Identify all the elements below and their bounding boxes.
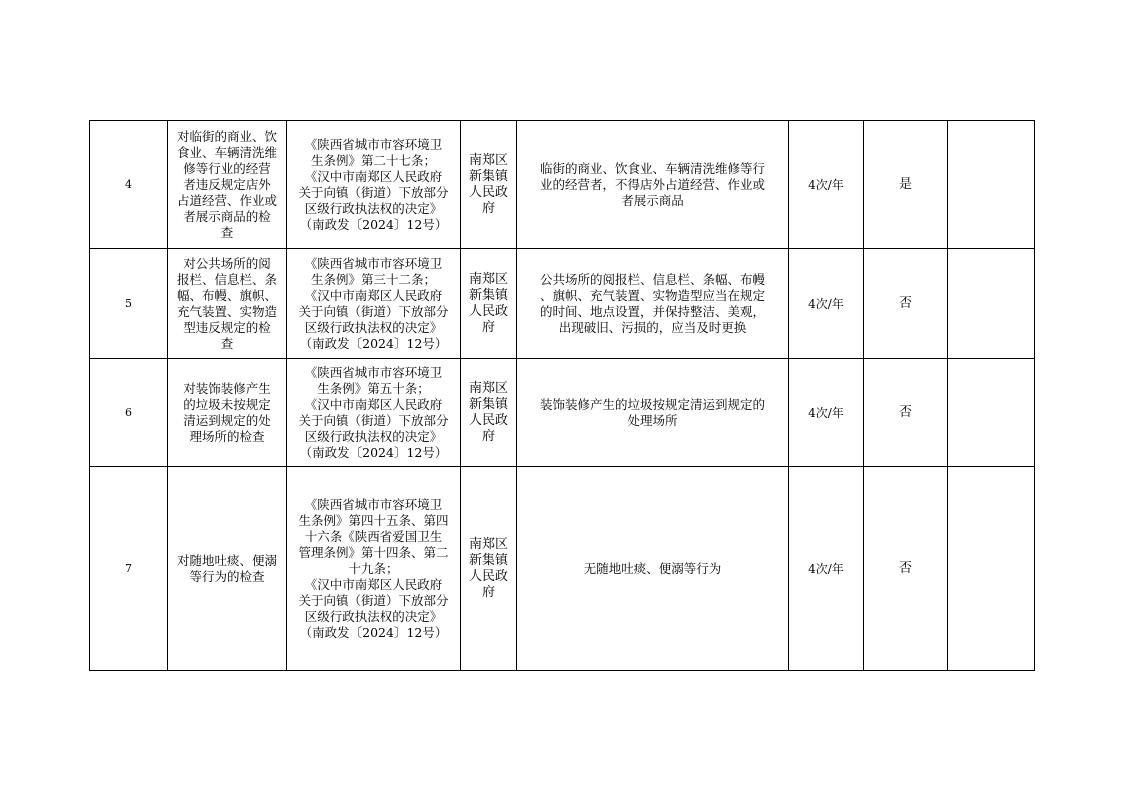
- remarks-cell: [948, 249, 1035, 359]
- inspection-content: 公共场所的阅报栏、信息栏、条幅、布幔 、旗帜、充气装置、实物造型应当在规定 的时间、地点设置，并保持整洁、美观， 出现破旧、污损的，应当及时更换: [517, 249, 789, 359]
- responsible-organization: 南郑区新集镇人民政府: [461, 121, 517, 249]
- responsible-organization: 南郑区新集镇人民政府: [461, 467, 517, 671]
- inspection-item: 对公共场所的阅 报栏、信息栏、条 幅、布幔、旗帜、 充气装置、实物造 型违反规定的检 查: [168, 249, 287, 359]
- yes-no-flag: 否: [864, 359, 948, 467]
- inspection-content: 无随地吐痰、便溺等行为: [517, 467, 789, 671]
- inspection-frequency: 4次/年: [789, 249, 864, 359]
- remarks-cell: [948, 467, 1035, 671]
- inspection-item: 对临街的商业、饮 食业、车辆清洗维 修等行业的经营 者违反规定店外 占道经营、作业或 者展示商品的检 查: [168, 121, 287, 249]
- legal-basis: 《陕西省城市市容环境卫 生条例》第五十条； 《汉中市南郑区人民政府 关于向镇（街道）下放部分 区级行政执法权的决定》 （南政发〔2024〕12号）: [287, 359, 461, 467]
- table-row: [90, 467, 1035, 671]
- table-row: [90, 121, 1035, 249]
- inspection-item: 对随地吐痰、便溺 等行为的检查: [168, 467, 287, 671]
- row-number: 5: [90, 249, 168, 359]
- responsible-organization: 南郑区新集镇人民政府: [461, 359, 517, 467]
- table-row: [90, 359, 1035, 467]
- legal-basis: 《陕西省城市市容环境卫 生条例》第三十二条； 《汉中市南郑区人民政府 关于向镇（街道）下放部分 区级行政执法权的决定》 （南政发〔2024〕12号）: [287, 249, 461, 359]
- inspection-frequency: 4次/年: [789, 467, 864, 671]
- inspection-content: 装饰装修产生的垃圾按规定清运到规定的 处理场所: [517, 359, 789, 467]
- row-number: 4: [90, 121, 168, 249]
- yes-no-flag: 否: [864, 467, 948, 671]
- row-number: 7: [90, 467, 168, 671]
- inspection-item: 对装饰装修产生 的垃圾未按规定 清运到规定的处 理场所的检查: [168, 359, 287, 467]
- table-row: [90, 249, 1035, 359]
- legal-basis: 《陕西省城市市容环境卫 生条例》第四十五条、第四 十六条《陕西省爱国卫生 管理条例》第十四条、第二 十九条； 《汉中市南郑区人民政府 关于向镇（街道）下放部分 区级行政执法权的决定》 （南政发〔2024〕12号）: [287, 467, 461, 671]
- inspection-frequency: 4次/年: [789, 121, 864, 249]
- inspection-content: 临街的商业、饮食业、车辆清洗维修等行 业的经营者，不得店外占道经营、作业或 者展示商品: [517, 121, 789, 249]
- responsible-organization: 南郑区新集镇人民政府: [461, 249, 517, 359]
- remarks-cell: [948, 121, 1035, 249]
- inspection-table: [89, 120, 1035, 671]
- inspection-frequency: 4次/年: [789, 359, 864, 467]
- yes-no-flag: 是: [864, 121, 948, 249]
- remarks-cell: [948, 359, 1035, 467]
- yes-no-flag: 否: [864, 249, 948, 359]
- legal-basis: 《陕西省城市市容环境卫 生条例》第二十七条； 《汉中市南郑区人民政府 关于向镇（街道）下放部分 区级行政执法权的决定》 （南政发〔2024〕12号）: [287, 121, 461, 249]
- row-number: 6: [90, 359, 168, 467]
